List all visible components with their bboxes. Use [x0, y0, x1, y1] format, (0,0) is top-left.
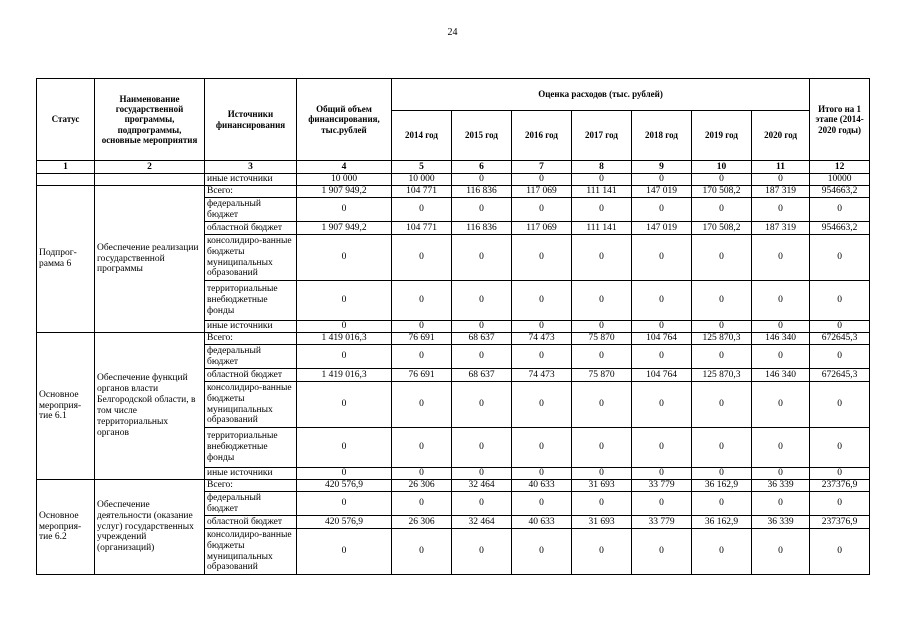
value-cell: 104 764	[632, 333, 692, 345]
value-cell: 111 141	[572, 222, 632, 235]
table-row	[37, 186, 870, 198]
value-cell: 125 870,3	[692, 369, 752, 382]
value-cell: 0	[632, 281, 692, 321]
value-cell: 0	[692, 174, 752, 186]
value-cell: 75 870	[572, 333, 632, 345]
column-number: 2	[95, 161, 205, 174]
value-cell: 117 069	[512, 186, 572, 198]
value-cell: 0	[810, 198, 870, 222]
value-cell: 1 419 016,3	[297, 333, 392, 345]
column-number: 12	[810, 161, 870, 174]
header-year: 2019 год	[692, 111, 752, 161]
value-cell: 237376,9	[810, 516, 870, 529]
column-number: 6	[452, 161, 512, 174]
header-year: 2014 год	[392, 111, 452, 161]
header-total-volume: Общий объем финансирования, тыс.рублей	[297, 79, 392, 161]
value-cell: 0	[392, 382, 452, 428]
value-cell: 0	[692, 235, 752, 281]
value-cell: 125 870,3	[692, 333, 752, 345]
source-cell: иные источники	[205, 468, 297, 480]
column-number: 11	[752, 161, 810, 174]
status-cell: Основное мероприя-тие 6.1	[37, 333, 95, 480]
value-cell: 31 693	[572, 480, 632, 492]
value-cell: 0	[452, 492, 512, 516]
financing-table	[36, 78, 870, 575]
table-row	[37, 333, 870, 345]
value-cell: 33 779	[632, 516, 692, 529]
page-number: 24	[447, 27, 458, 38]
value-cell: 36 339	[752, 480, 810, 492]
value-cell: 31 693	[572, 516, 632, 529]
value-cell: 0	[297, 345, 392, 369]
header-year: 2015 год	[452, 111, 512, 161]
column-number-row	[37, 161, 870, 174]
table-row	[37, 174, 870, 186]
value-cell: 420 576,9	[297, 516, 392, 529]
value-cell: 0	[632, 529, 692, 575]
value-cell: 0	[810, 235, 870, 281]
value-cell: 0	[572, 382, 632, 428]
value-cell: 146 340	[752, 333, 810, 345]
value-cell: 0	[632, 382, 692, 428]
value-cell: 0	[572, 321, 632, 333]
value-cell: 0	[512, 235, 572, 281]
value-cell: 0	[692, 468, 752, 480]
value-cell: 0	[572, 468, 632, 480]
value-cell: 0	[392, 198, 452, 222]
value-cell: 40 633	[512, 480, 572, 492]
value-cell: 0	[810, 345, 870, 369]
column-number: 1	[37, 161, 95, 174]
header-name: Наименование государственной программы, подпрограммы, основные мероприятия	[95, 79, 205, 161]
value-cell: 10 000	[392, 174, 452, 186]
value-cell: 0	[810, 281, 870, 321]
source-cell: областной бюджет	[205, 516, 297, 529]
status-cell: Основное мероприя-тие 6.2	[37, 480, 95, 575]
value-cell: 0	[810, 529, 870, 575]
value-cell: 0	[512, 174, 572, 186]
source-cell: консолидиро-ванные бюджеты муниципальных образований	[205, 382, 297, 428]
column-number: 7	[512, 161, 572, 174]
value-cell: 672645,3	[810, 369, 870, 382]
value-cell: 0	[752, 174, 810, 186]
table-row	[37, 480, 870, 492]
source-cell: областной бюджет	[205, 222, 297, 235]
value-cell: 0	[297, 492, 392, 516]
value-cell: 104 764	[632, 369, 692, 382]
source-cell: федеральный бюджет	[205, 492, 297, 516]
value-cell: 0	[632, 198, 692, 222]
value-cell: 0	[752, 492, 810, 516]
value-cell: 0	[392, 281, 452, 321]
value-cell: 0	[297, 321, 392, 333]
header-sources: Источники финансирования	[205, 79, 297, 161]
value-cell: 0	[297, 235, 392, 281]
value-cell: 187 319	[752, 222, 810, 235]
value-cell: 0	[632, 345, 692, 369]
value-cell: 68 637	[452, 369, 512, 382]
value-cell: 0	[297, 382, 392, 428]
value-cell: 0	[632, 174, 692, 186]
value-cell: 0	[297, 428, 392, 468]
source-cell: иные источники	[205, 174, 297, 186]
value-cell: 672645,3	[810, 333, 870, 345]
value-cell: 0	[452, 198, 512, 222]
status-cell: Подпрог-рамма 6	[37, 186, 95, 333]
source-cell: Всего:	[205, 186, 297, 198]
value-cell: 36 339	[752, 516, 810, 529]
value-cell: 0	[810, 492, 870, 516]
value-cell: 104 771	[392, 186, 452, 198]
value-cell: 75 870	[572, 369, 632, 382]
header-year: 2018 год	[632, 111, 692, 161]
source-cell: иные источники	[205, 321, 297, 333]
value-cell: 0	[810, 382, 870, 428]
value-cell: 0	[692, 492, 752, 516]
value-cell: 0	[452, 529, 512, 575]
source-cell: областной бюджет	[205, 369, 297, 382]
column-number: 8	[572, 161, 632, 174]
value-cell: 0	[810, 468, 870, 480]
value-cell: 0	[297, 468, 392, 480]
value-cell: 0	[392, 492, 452, 516]
value-cell: 0	[512, 345, 572, 369]
source-cell: территориальные внебюджетные фонды	[205, 281, 297, 321]
value-cell: 0	[392, 468, 452, 480]
value-cell: 26 306	[392, 480, 452, 492]
value-cell: 0	[452, 235, 512, 281]
value-cell: 0	[452, 428, 512, 468]
value-cell: 0	[632, 321, 692, 333]
value-cell: 0	[572, 235, 632, 281]
value-cell: 0	[632, 492, 692, 516]
value-cell: 147 019	[632, 186, 692, 198]
value-cell: 0	[297, 281, 392, 321]
value-cell: 74 473	[512, 333, 572, 345]
value-cell: 1 907 949,2	[297, 186, 392, 198]
value-cell: 36 162,9	[692, 480, 752, 492]
value-cell: 0	[512, 468, 572, 480]
value-cell: 0	[752, 321, 810, 333]
value-cell: 116 836	[452, 186, 512, 198]
value-cell: 33 779	[632, 480, 692, 492]
name-cell: Обеспечение функций органов власти Белгородской области, в том числе территориальных органов	[95, 333, 205, 480]
header-year: 2017 год	[572, 111, 632, 161]
value-cell: 0	[752, 345, 810, 369]
value-cell: 0	[692, 198, 752, 222]
value-cell: 954663,2	[810, 186, 870, 198]
column-number: 10	[692, 161, 752, 174]
value-cell: 0	[572, 428, 632, 468]
name-cell: Обеспечение реализации государственной программы	[95, 186, 205, 333]
value-cell: 0	[752, 382, 810, 428]
value-cell: 10000	[810, 174, 870, 186]
value-cell: 0	[392, 428, 452, 468]
value-cell: 187 319	[752, 186, 810, 198]
value-cell: 170 508,2	[692, 186, 752, 198]
value-cell: 0	[752, 198, 810, 222]
column-number: 3	[205, 161, 297, 174]
column-number: 5	[392, 161, 452, 174]
value-cell: 0	[810, 321, 870, 333]
value-cell: 0	[512, 529, 572, 575]
value-cell: 0	[632, 468, 692, 480]
value-cell: 0	[692, 281, 752, 321]
value-cell: 0	[392, 529, 452, 575]
value-cell: 68 637	[452, 333, 512, 345]
value-cell: 0	[572, 345, 632, 369]
value-cell: 0	[752, 428, 810, 468]
value-cell: 32 464	[452, 516, 512, 529]
value-cell: 0	[572, 198, 632, 222]
column-number: 9	[632, 161, 692, 174]
value-cell: 0	[572, 281, 632, 321]
value-cell: 0	[512, 281, 572, 321]
value-cell: 0	[297, 198, 392, 222]
column-number: 4	[297, 161, 392, 174]
source-cell: федеральный бюджет	[205, 345, 297, 369]
value-cell: 0	[632, 428, 692, 468]
value-cell: 0	[452, 174, 512, 186]
value-cell: 76 691	[392, 333, 452, 345]
header-stage-total: Итого на 1 этапе (2014-2020 годы)	[810, 79, 870, 161]
value-cell: 26 306	[392, 516, 452, 529]
header-year: 2020 год	[752, 111, 810, 161]
value-cell: 0	[512, 321, 572, 333]
value-cell: 116 836	[452, 222, 512, 235]
name-cell: Обеспечение деятельности (оказание услуг) государственных учреждений (организаций)	[95, 480, 205, 575]
value-cell: 10 000	[297, 174, 392, 186]
value-cell: 117 069	[512, 222, 572, 235]
source-cell: Всего:	[205, 480, 297, 492]
value-cell: 0	[392, 235, 452, 281]
value-cell: 0	[692, 529, 752, 575]
value-cell: 40 633	[512, 516, 572, 529]
value-cell: 1 419 016,3	[297, 369, 392, 382]
value-cell: 0	[297, 529, 392, 575]
value-cell: 0	[452, 345, 512, 369]
source-cell: территориальные внебюджетные фонды	[205, 428, 297, 468]
value-cell: 0	[452, 281, 512, 321]
value-cell: 0	[512, 492, 572, 516]
value-cell: 111 141	[572, 186, 632, 198]
header-status: Статус	[37, 79, 95, 161]
value-cell: 74 473	[512, 369, 572, 382]
source-cell: консолидиро-ванные бюджеты муниципальных образований	[205, 235, 297, 281]
value-cell: 237376,9	[810, 480, 870, 492]
value-cell: 76 691	[392, 369, 452, 382]
value-cell: 0	[392, 321, 452, 333]
value-cell: 0	[392, 345, 452, 369]
value-cell: 0	[752, 281, 810, 321]
value-cell: 0	[752, 235, 810, 281]
header-row-top	[37, 79, 870, 111]
value-cell: 0	[572, 529, 632, 575]
value-cell: 32 464	[452, 480, 512, 492]
value-cell: 0	[452, 382, 512, 428]
value-cell: 0	[512, 198, 572, 222]
table-body	[37, 174, 870, 575]
value-cell: 0	[752, 468, 810, 480]
value-cell: 0	[512, 428, 572, 468]
value-cell: 36 162,9	[692, 516, 752, 529]
header-year: 2016 год	[512, 111, 572, 161]
value-cell: 0	[452, 321, 512, 333]
value-cell: 1 907 949,2	[297, 222, 392, 235]
source-cell: федеральный бюджет	[205, 198, 297, 222]
value-cell: 0	[512, 382, 572, 428]
value-cell: 0	[810, 428, 870, 468]
value-cell: 954663,2	[810, 222, 870, 235]
value-cell: 170 508,2	[692, 222, 752, 235]
value-cell: 420 576,9	[297, 480, 392, 492]
value-cell: 0	[572, 174, 632, 186]
value-cell: 0	[692, 345, 752, 369]
value-cell: 146 340	[752, 369, 810, 382]
value-cell: 104 771	[392, 222, 452, 235]
value-cell: 0	[692, 321, 752, 333]
value-cell: 0	[572, 492, 632, 516]
value-cell: 0	[692, 382, 752, 428]
source-cell: консолидиро-ванные бюджеты муниципальных образований	[205, 529, 297, 575]
value-cell: 0	[692, 428, 752, 468]
source-cell: Всего:	[205, 333, 297, 345]
header-estimate: Оценка расходов (тыс. рублей)	[392, 79, 810, 111]
value-cell: 0	[752, 529, 810, 575]
value-cell: 0	[452, 468, 512, 480]
value-cell: 147 019	[632, 222, 692, 235]
value-cell: 0	[632, 235, 692, 281]
